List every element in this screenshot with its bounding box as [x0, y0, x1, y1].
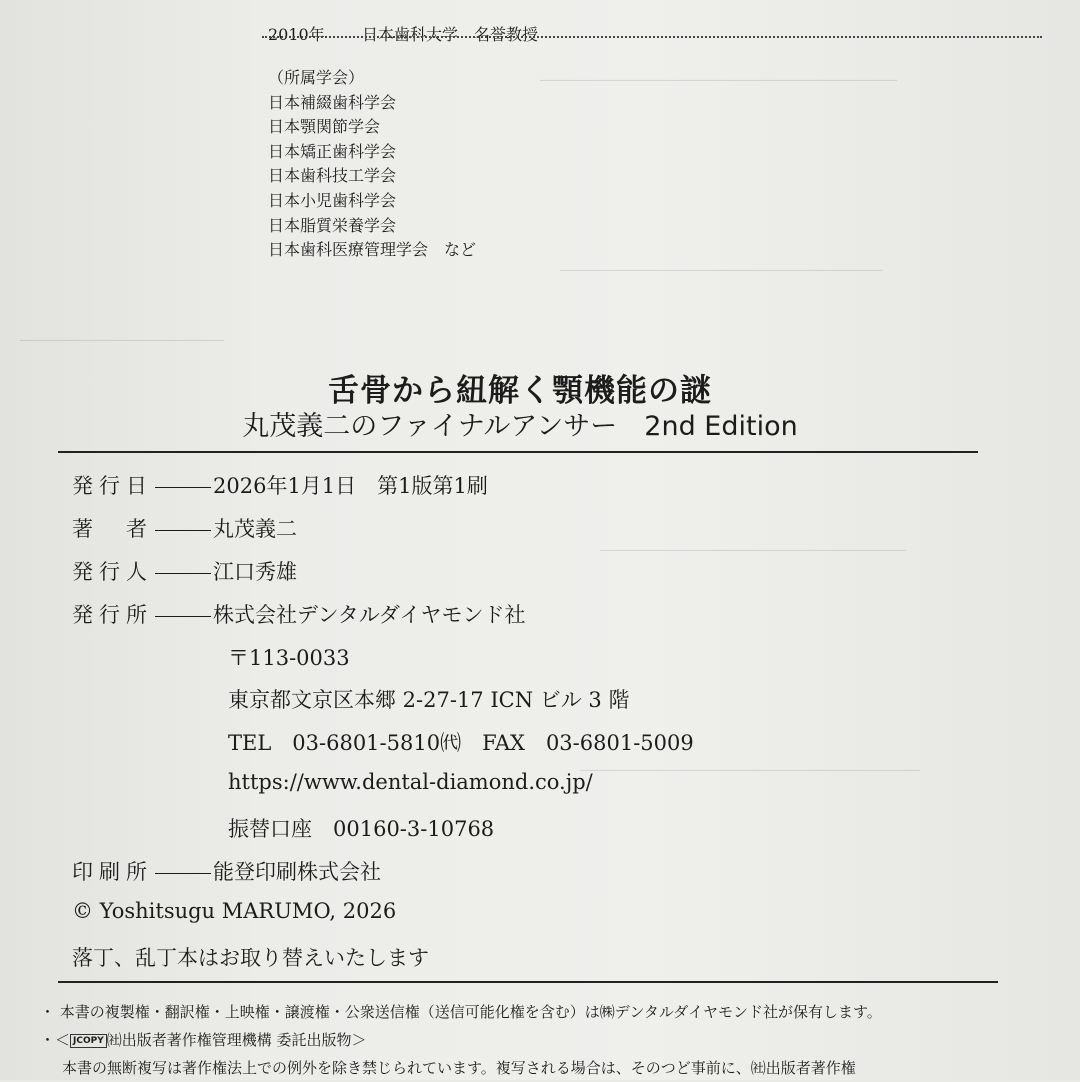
bottom-rule [58, 981, 998, 983]
top-rule [58, 451, 978, 453]
author-label: 著 者 [72, 517, 153, 541]
author-name: 丸茂義二 [213, 517, 297, 541]
society-item: 日本矯正歯科学会 [268, 141, 397, 161]
transfer-account: 振替口座 00160-3-10768 [228, 817, 495, 841]
society-item: 日本小児歯科学会 [268, 190, 397, 210]
dotted-divider [262, 36, 1042, 38]
career-row [268, 20, 538, 46]
printer-line [72, 856, 381, 886]
society-item: 日本顎関節学会 [268, 117, 381, 137]
postal-code: 〒113-0033 [228, 646, 350, 670]
rights-notes [40, 998, 882, 1082]
printer-name: 能登印刷株式会社 [213, 860, 381, 884]
publisher-person: 江口秀雄 [213, 560, 297, 584]
jcopy-logo: JCOPY [70, 1034, 107, 1048]
dash-separator [155, 487, 211, 488]
address: 東京都文京区本郷 2-27-17 ICN ビル 3 階 [228, 688, 630, 712]
copy-restriction-note: 本書の無断複写は著作権法上での例外を除き禁じられています。複写される場合は、そのつど事前に、㈳出版者著作権 [62, 1059, 856, 1077]
career-text: 日本歯科大学 名誉教授 [362, 24, 539, 44]
society-heading: （所属学会） [268, 68, 365, 87]
issue-date-line [72, 470, 488, 500]
society-item: 日本脂質栄養学会 [268, 215, 397, 235]
society-item: 日本補綴歯科学会 [268, 92, 397, 112]
replacement-notice: 落丁、乱丁本はお取り替えいたします [72, 946, 429, 970]
copyright: © Yoshitsugu MARUMO, 2026 [72, 899, 397, 923]
bleed-through-texture: ――――――――――――――――――――― [540, 70, 897, 90]
tel-fax: TEL 03-6801-5810㈹ FAX 03-6801-5009 [228, 731, 694, 755]
society-item: 日本歯科医療管理学会 など [268, 240, 477, 260]
website-url: https://www.dental-diamond.co.jp/ [228, 770, 593, 794]
publisher-label: 発行所 [72, 603, 153, 627]
issue-date: 2026年1月1日 第1版第1刷 [213, 474, 488, 498]
career-list [268, 0, 538, 46]
issue-date-label: 発行日 [72, 474, 153, 498]
publisher-person-line [72, 556, 297, 586]
society-list [268, 66, 476, 263]
rights-note: ・ 本書の複製権・翻訳権・上映権・譲渡権・公衆送信権（送信可能化権を含む）は㈱デンタルダイヤモンド社が保有します。 [40, 1003, 882, 1021]
author-line [72, 513, 297, 543]
career-year: 2010年 [268, 24, 325, 44]
publisher-name: 株式会社デンタルダイヤモンド社 [213, 603, 526, 627]
book-page: ――――――――――――――――――――― ――――――――――――――――――― ―――――――――――― ―――――――――――――――――― ―――――――――――――――――――― 2010年 日本歯科大学 名誉教授 （所属学会） 日本補綴歯科学会 日本顎関節学会 日本矯正歯科学会 日本歯科技工学会 日本小児歯科学会 日本脂質栄養学会 日本歯科医療管理学会 など 舌骨から紐解く顎機能の謎 丸茂義二のファイナルアンサー 2nd Edition 発行日 2026年1月1日 第1版第1刷 著 者 丸茂義二 発行人 江口秀雄 発行所 株式会社デンタルダイヤモンド社 〒113-0033 東京都文京区本郷 2-27-17 ICN ビル 3 階 TEL 03-6801-5810㈹ FAX 03-6801-5009 https://www.dental-diamond.co.jp/ 振替口座 00160-3-10768 印刷所 能登印刷株式会社 © Yoshitsugu MARUMO, 2026 落丁、乱丁本はお取り替えいたします ・ 本書の複製権・翻訳権・上映権・譲渡権・公衆送信権（送信可能化権を含む）は㈱デンタルダイヤモンド社が保有します。 ・＜ JCOPY ㈳出版者著作権管理機構 委託出版物＞ 本書の無断複写は著作権法上での例外を除き禁じられています。複写される場合は、そのつど事前に、㈳出版者著作権 [0, 0, 1080, 1080]
society-item: 日本歯科技工学会 [268, 166, 397, 186]
book-title: 舌骨から紐解く顎機能の謎 [328, 373, 712, 409]
printer-label: 印刷所 [72, 860, 153, 884]
jcopy-note: ・＜ JCOPY ㈳出版者著作権管理機構 委託出版物＞ [40, 1031, 367, 1049]
publisher-line [72, 599, 525, 629]
book-subtitle: 丸茂義二のファイナルアンサー 2nd Edition [242, 411, 798, 442]
publisher-person-label: 発行人 [72, 560, 153, 584]
